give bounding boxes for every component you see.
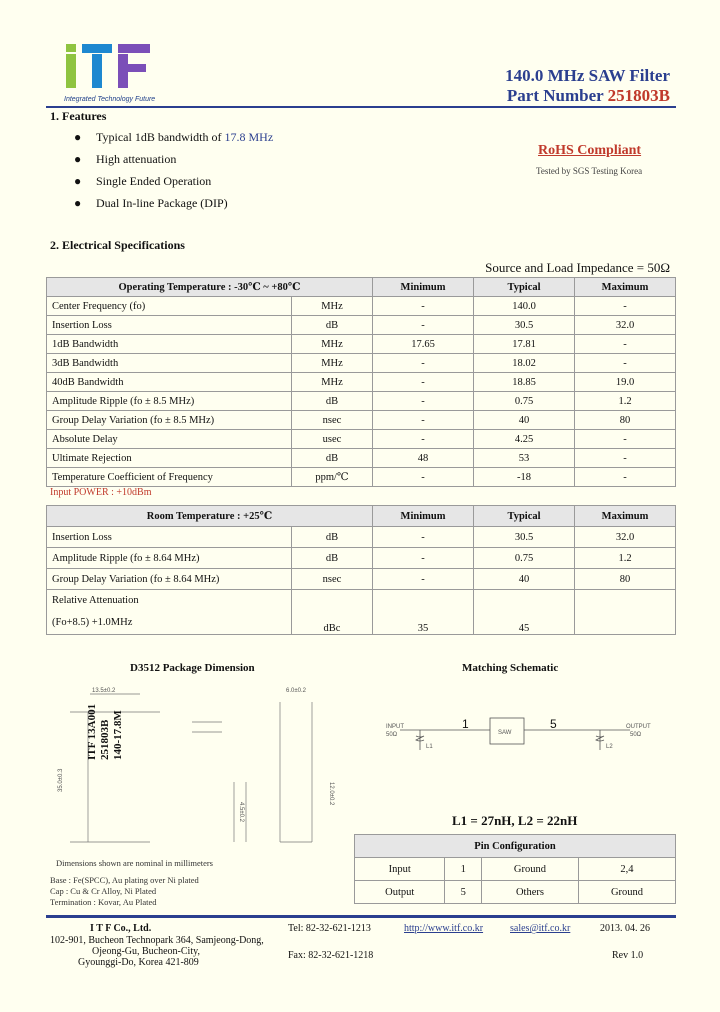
svg-text:50Ω: 50Ω xyxy=(630,732,642,738)
header-divider xyxy=(46,106,676,108)
package-note: Cap : Cu & Cr Alloy, Ni Plated xyxy=(50,886,157,896)
doc-revision: Rev 1.0 xyxy=(612,950,644,961)
bullet-icon: ● xyxy=(74,130,82,144)
output-pin-number: 5 xyxy=(550,717,557,731)
pin-config-table xyxy=(354,834,676,904)
part-number-line xyxy=(507,86,670,106)
bullet-icon: ● xyxy=(74,196,82,210)
table1-header: Operating Temperature : -30℃ ~ +80℃ xyxy=(47,278,373,297)
table-row: Center Frequency (fo) MHz - 140.0 - xyxy=(47,297,676,316)
electrical-heading: 2. Electrical Specifications xyxy=(50,238,185,252)
table-row: Insertion Loss dB - 30.5 32.0 xyxy=(47,316,676,335)
footer-divider xyxy=(46,915,676,918)
svg-text:6.0±0.2: 6.0±0.2 xyxy=(286,688,306,694)
fax: Fax: 82-32-621-1218 xyxy=(288,950,374,961)
package-note: Termination : Kovar, Au Plated xyxy=(50,897,157,907)
part-label: Part Number xyxy=(506,86,604,105)
bullet-icon: ● xyxy=(74,174,82,188)
package-note: Base : Fe(SPCC), Au plating over Ni plated xyxy=(50,875,199,885)
table-row: Group Delay Variation (fo ± 8.5 MHz) nsec - 40 80 xyxy=(47,411,676,430)
email-link[interactable]: sales@itf.co.kr xyxy=(510,923,571,934)
table-row: Ultimate Rejection dB 48 53 - xyxy=(47,449,676,468)
itf-logo xyxy=(62,40,162,102)
feature-item: Typical 1dB bandwidth of 17.8 MHz xyxy=(96,130,274,144)
table-row: Relative Attenuation (Fo+8.5) +1.0MHz dBc 35 45 xyxy=(47,590,676,635)
rohs-label: RoHS Compliant xyxy=(538,143,642,158)
svg-text:L2: L2 xyxy=(606,744,613,750)
matching-schematic xyxy=(380,710,680,770)
doc-date: 2013. 04. 26 xyxy=(600,923,650,934)
svg-text:INPUT: INPUT xyxy=(386,724,404,730)
svg-text:50Ω: 50Ω xyxy=(386,732,398,738)
table-row: Group Delay Variation (fo ± 8.64 MHz) nsec - 40 80 xyxy=(47,569,676,590)
matching-title: Matching Schematic xyxy=(462,662,559,674)
package-note: Dimensions shown are nominal in millimeters xyxy=(56,858,213,868)
package-title: D3512 Package Dimension xyxy=(130,662,255,674)
inductor-values: L1 = 27nH, L2 = 22nH xyxy=(452,813,578,828)
table-row: 1dB Bandwidth MHz 17.65 17.81 - xyxy=(47,335,676,354)
feature-item: Dual In-line Package (DIP) xyxy=(96,196,228,210)
table-row: Temperature Coefficient of Frequency ppm/℃ - -18 - xyxy=(47,468,676,487)
operating-spec-table: Operating Temperature : -30℃ ~ +80℃ Minimum Typical Maximum Center Frequency (fo) MHz - 140.0 - Insertion Loss dB - 30.5 32.0 1dB Bandwidth MHz 17.65 17.81 - 3dB Bandwidth MHz - 18.02 - 40dB Bandwidth MHz - 18.85 19.0 Amplitude Ripple (fo ± 8.5 MHz) dB - 0.75 1.2 Group Delay Variation (fo ± 8.5 MHz) nsec - 40 80 Absolute Delay usec - 4.25 - Ultimate Rejection dB 48 53 - Temperature Coefficient of Frequency ppm/℃ - -18 - xyxy=(46,277,676,487)
table-row: Amplitude Ripple (fo ± 8.5 MHz) dB - 0.75 1.2 xyxy=(47,392,676,411)
table-row: Input 1 Ground 2,4 xyxy=(355,858,676,881)
company-name: I T F Co., Ltd. xyxy=(90,923,152,934)
table-row: Absolute Delay usec - 4.25 - xyxy=(47,430,676,449)
address-line: Ojeong-Gu, Bucheon-City, xyxy=(92,946,200,957)
telephone: Tel: 82-32-621-1213 xyxy=(288,923,371,934)
address-line: Gyounggi-Do, Korea 421-809 xyxy=(78,957,199,968)
features-heading: 1. Features xyxy=(50,109,107,123)
product-title: 140.0 MHz SAW Filter xyxy=(505,66,670,85)
table-row: Amplitude Ripple (fo ± 8.64 MHz) dB - 0.75 1.2 xyxy=(47,548,676,569)
svg-text:SAW: SAW xyxy=(498,730,512,736)
table-row: Output 5 Others Ground xyxy=(355,881,676,904)
bullet-icon: ● xyxy=(74,152,82,166)
room-temp-spec-table: Room Temperature : +25℃ Minimum Typical Maximum Insertion Loss dB - 30.5 32.0 Amplitude Ripple (fo ± 8.64 MHz) dB - 0.75 1.2 Group Delay Variation (fo ± 8.64 MHz) nsec - 40 80 Relative Attenuation (Fo+8.5) +1.0MHz dBc 35 45 xyxy=(46,505,676,635)
input-power-note: Input POWER : +10dBm xyxy=(50,487,152,498)
table-row: Insertion Loss dB - 30.5 32.0 xyxy=(47,527,676,548)
table2-header: Room Temperature : +25℃ xyxy=(47,506,373,527)
website-link[interactable]: http://www.itf.co.kr xyxy=(404,923,484,934)
address-line: 102-901, Bucheon Technopark 364, Samjeong-Dong, xyxy=(50,935,264,946)
input-pin-number: 1 xyxy=(462,717,469,731)
svg-text:L1: L1 xyxy=(426,744,433,750)
logo-tagline: Integrated Technology Future xyxy=(64,96,156,103)
table-row: 3dB Bandwidth MHz - 18.02 - xyxy=(47,354,676,373)
feature-item: High attenuation xyxy=(96,152,177,166)
svg-text:OUTPUT: OUTPUT xyxy=(626,724,651,730)
svg-text:13.5±0.2: 13.5±0.2 xyxy=(92,688,116,694)
part-number: 251803B xyxy=(607,86,670,105)
svg-text:4.5±0.2: 4.5±0.2 xyxy=(238,802,244,822)
package-marking: ITF 13A001 251803B 140-17.8M xyxy=(86,703,124,760)
svg-text:12.0±0.2: 12.0±0.2 xyxy=(328,782,334,806)
impedance-note: Source and Load Impedance = 50Ω xyxy=(485,260,670,275)
svg-text:35.0±0.3: 35.0±0.3 xyxy=(58,768,64,792)
table-row: 40dB Bandwidth MHz - 18.85 19.0 xyxy=(47,373,676,392)
pin-config-title: Pin Configuration xyxy=(355,835,676,858)
feature-item: Single Ended Operation xyxy=(96,174,212,188)
rohs-note: Tested by SGS Testing Korea xyxy=(536,166,643,176)
